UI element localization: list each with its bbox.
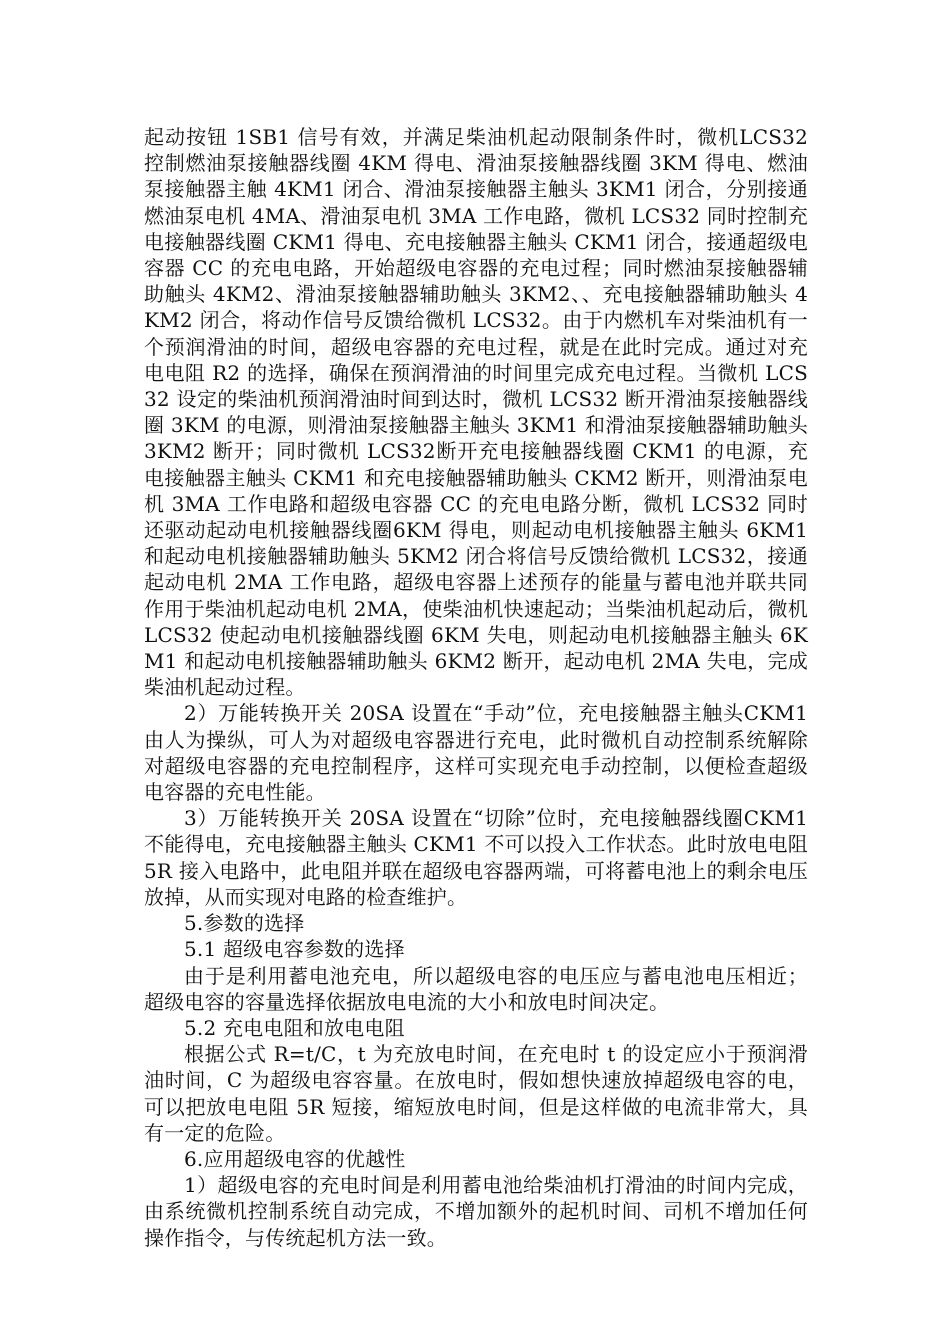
document-page [144,124,808,1251]
heading-parameter-selection: 5.参数的选择 [184,911,305,936]
paragraph-cutoff-mode: 3）万能转换开关 20SA 设置在“切除”位时，充电接触器线圈CKM1 不能得电，充电接触器主触头 CKM1 不可以投入工作状态。此时放电电阻 5R 接入电路中，此电阻并联在超级电容器两端，可将蓄电池上的剩余电压放掉，从而实现对电路的检查维护。 [144,806,808,909]
paragraph-supercap-parameters: 由于是利用蓄电池充电，所以超级电容的电压应与蓄电池电压相近；超级电容的容量选择依据放电电流的大小和放电时间决定。 [144,963,808,1014]
paragraph-startup-process: 起动按钮 1SB1 信号有效，并满足柴油机起动限制条件时，微机LCS32 控制燃油泵接触器线圈 4KM 得电、滑油泵接触器线圈 3KM 得电、燃油泵接触器主触 4KM1 闭合、滑油泵接触器主触头 3KM1 闭合，分别接通燃油泵电机 4MA、滑油泵电机 3MA 工作电路，微机 LCS32 同时控制充电接触器线圈 CKM1 得电、充电接触器主触头 CKM1 闭合，接通超级电容器 CC 的充电电路，开始超级电容器的充电过程；同时燃油泵接触器辅助触头 4KM2、滑油泵接触器辅助触头 3KM2、、充电接触器辅助触头 4KM2 闭合，将动作信号反馈给微机 LCS32。由于内燃机车对柴油机有一个预润滑油的时间，超级电容器的充电过程，就是在此时完成。通过对充电电阻 R2 的选择，确保在预润滑油的时间里完成充电过程。当微机 LCS32 设定的柴油机预润滑油时间到达时，微机 LCS32 断开滑油泵接触器线圈 3KM 的电源，则滑油泵接触器主触头 3KM1 和滑油泵接触器辅助触头 3KM2 断开；同时微机 LCS32断开充电接触器线圈 CKM1 的电源，充电接触器主触头 CKM1 和充电接触器辅助触头 CKM2 断开，则滑油泵电机 3MA 工作电路和超级电容器 CC 的充电电路分断，微机 LCS32 同时还驱动起动电机接触器线圈6KM 得电，则起动电机接触器主触头 6KM1 和起动电机接触器辅助触头 5KM2 闭合将信号反馈给微机 LCS32，接通起动电机 2MA 工作电路，超级电容器上述预存的能量与蓄电池并联共同作用于柴油机起动电机 2MA，使柴油机快速起动；当柴油机起动后，微机 LCS32 使起动电机接触器线圈 6KM 失电，则起动电机接触器主触头 6KM1 和起动电机接触器辅助触头 6KM2 断开，起动电机 2MA 失电，完成柴油机起动过程。 [144,125,808,700]
heading-supercap-parameters: 5.1 超级电容参数的选择 [184,937,405,962]
paragraph-manual-mode: 2）万能转换开关 20SA 设置在“手动”位，充电接触器主触头CKM1 由人为操纵，可人为对超级电容器进行充电，此时微机自动控制系统解除对超级电容器的充电控制程序，这样可实现充电手动控制，以便检查超级电容器的充电性能。 [144,701,808,805]
heading-advantages: 6.应用超级电容的优越性 [184,1146,406,1171]
heading-resistors: 5.2 充电电阻和放电电阻 [184,1015,405,1040]
paragraph-advantage-1: 1）超级电容的充电时间是利用蓄电池给柴油机打滑油的时间内完成，由系统微机控制系统自动完成，不增加额外的起机时间、司机不增加任何操作指令，与传统起机方法一致。 [144,1173,808,1250]
paragraph-resistors: 根据公式 R=t/C，t 为充放电时间，在充电时 t 的设定应小于预润滑油时间，C 为超级电容容量。在放电时，假如想快速放掉超级电容的电，可以把放电电阻 5R 短接，缩短放电时间，但是这样做的电流非常大，具有一定的危险。 [144,1042,808,1145]
